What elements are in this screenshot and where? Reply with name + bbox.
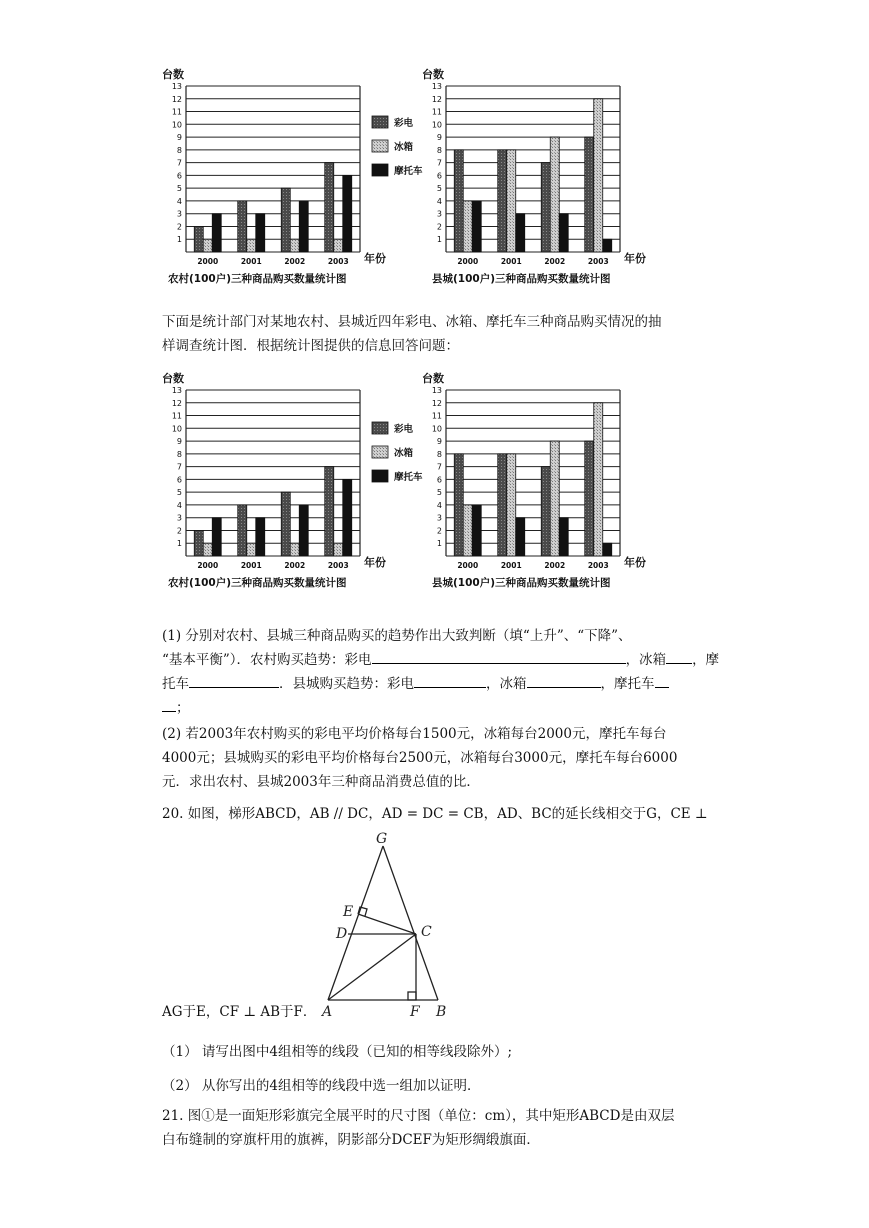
y-tick-label: 3: [176, 513, 182, 523]
bar-冰箱-2003: [594, 99, 603, 252]
bar-摩托车-2002: [299, 505, 308, 556]
problem-20-questions: （1） 请写出图中4组相等的线段（已知的相等线段除外）; （2） 从你写出的4组相等的线段中选一组加以证明．: [162, 1044, 513, 1094]
bar-冰箱-2000: [463, 505, 472, 556]
y-tick-label: 4: [436, 500, 442, 510]
y-tick-label: 1: [436, 235, 442, 245]
bar-彩电-2001: [238, 505, 247, 556]
bar-彩电-2000: [454, 454, 463, 556]
y-tick-label: 10: [431, 120, 442, 130]
x-tick-label: 2001: [240, 257, 262, 266]
x-axis-label: 年份: [364, 556, 386, 569]
label-D: D: [336, 926, 348, 942]
legend-swatch-彩电: [372, 116, 388, 128]
y-tick-label: 7: [436, 462, 442, 472]
bar-彩电-2001: [498, 150, 507, 252]
bar-摩托车-2000: [212, 214, 221, 252]
x-tick-label: 2003: [327, 257, 349, 266]
bar-彩电-2002: [541, 467, 550, 556]
y-tick-label: 2: [176, 222, 182, 232]
y-tick-label: 2: [436, 526, 442, 536]
chart-title: 农村(100户)三种商品购买数量统计图: [168, 577, 347, 589]
y-tick-label: 5: [176, 184, 182, 194]
y-tick-label: 11: [431, 107, 442, 117]
bar-冰箱-2001: [247, 543, 256, 556]
bar-冰箱-2003: [334, 239, 343, 252]
x-axis-label: 年份: [364, 252, 386, 265]
legend-2: [368, 418, 428, 488]
label-A: A: [322, 1004, 333, 1020]
y-axis-label: 台数: [422, 372, 444, 385]
problem-20-text-cont: AG于E，CF ⊥ AB于F．: [162, 1004, 317, 1020]
label-G: G: [376, 831, 388, 847]
x-axis-label: 年份: [624, 252, 646, 265]
question-1: (1) 分别对农村、县城三种商品购买的趋势作出大致判断（填“上升”、“下降”、 “基本平衡”）．农村购买趋势：彩电 ，冰箱 ，摩 托车 ．县城购买趋势：彩电 ，冰箱 ，摩托车 ；: [162, 628, 720, 716]
bar-摩托车-2002: [559, 518, 568, 556]
trapezoid-figure: [318, 828, 458, 1020]
bar-摩托车-2001: [256, 214, 265, 252]
bar-冰箱-2000: [463, 201, 472, 252]
chart-title: 县城(100户)三种商品购买数量统计图: [432, 577, 611, 589]
x-tick-label: 2003: [587, 561, 609, 570]
y-tick-label: 7: [176, 462, 182, 472]
y-tick-label: 13: [171, 82, 182, 91]
bar-摩托车-2000: [472, 505, 481, 556]
legend-swatch-摩托车: [372, 164, 388, 176]
bar-彩电-2003: [585, 137, 594, 252]
x-tick-label: 2002: [544, 561, 566, 570]
y-tick-label: 12: [171, 398, 182, 408]
y-tick-label: 11: [171, 411, 182, 421]
y-tick-label: 13: [431, 386, 442, 395]
x-tick-label: 2000: [197, 257, 219, 266]
x-tick-label: 2002: [284, 257, 306, 266]
chart-title: 县城(100户)三种商品购买数量统计图: [432, 273, 611, 285]
y-tick-label: 5: [176, 488, 182, 498]
y-tick-label: 12: [171, 94, 182, 104]
bar-彩电-2002: [541, 163, 550, 252]
y-tick-label: 11: [171, 107, 182, 117]
y-axis-label: 台数: [162, 68, 184, 81]
chart-title: 农村(100户)三种商品购买数量统计图: [168, 273, 347, 285]
x-tick-label: 2001: [500, 561, 522, 570]
y-tick-label: 3: [176, 209, 182, 219]
y-axis-label: 台数: [422, 68, 444, 81]
blank-county-moto-cont[interactable]: [162, 696, 176, 712]
y-tick-label: 6: [176, 475, 182, 485]
legend-label: 彩电: [394, 118, 414, 129]
y-tick-label: 3: [436, 209, 442, 219]
x-tick-label: 2003: [587, 257, 609, 266]
blank-rural-moto[interactable]: [189, 672, 279, 688]
legend-label: 摩托车: [394, 166, 423, 177]
y-tick-label: 13: [171, 386, 182, 395]
bar-摩托车-2003: [343, 479, 352, 556]
legend-swatch-冰箱: [372, 446, 388, 458]
y-tick-label: 4: [176, 196, 182, 206]
bar-摩托车-2003: [343, 175, 352, 252]
blank-rural-tv[interactable]: [372, 648, 626, 664]
y-tick-label: 10: [431, 424, 442, 434]
y-tick-label: 1: [176, 539, 182, 549]
bar-摩托车-2001: [516, 518, 525, 556]
bar-摩托车-2001: [516, 214, 525, 252]
y-tick-label: 8: [436, 449, 442, 459]
bar-摩托车-2003: [603, 543, 612, 556]
question-2: (2) 若2003年农村购买的彩电平均价格每台1500元，冰箱每台2000元，摩托车每台 4000元；县城购买的彩电平均价格每台2500元，冰箱每台3000元，摩托车每台6000 元．求出农村、县城2003年三种商品消费总值的比．: [162, 726, 678, 790]
y-tick-label: 10: [171, 424, 182, 434]
y-tick-label: 9: [176, 437, 182, 447]
y-tick-label: 12: [431, 94, 442, 104]
y-tick-label: 9: [436, 133, 442, 143]
y-tick-label: 5: [436, 488, 442, 498]
y-tick-label: 5: [436, 184, 442, 194]
y-axis-label: 台数: [162, 372, 184, 385]
label-F: F: [410, 1004, 420, 1020]
problem-21-text: 21. 图①是一面矩形彩旗完全展平时的尺寸图（单位：cm），其中矩形ABCD是由双层 白布缝制的穿旗杆用的旗裤，阴影部分DCEF为矩形绸缎旗面．: [162, 1108, 675, 1148]
legend-swatch-摩托车: [372, 470, 388, 482]
legend-label: 冰箱: [394, 448, 414, 459]
y-tick-label: 13: [431, 82, 442, 91]
bar-冰箱-2002: [290, 239, 299, 252]
y-tick-label: 1: [436, 539, 442, 549]
x-tick-label: 2001: [240, 561, 262, 570]
intro-text: 下面是统计部门对某地农村、县城近四年彩电、冰箱、摩托车三种商品购买情况的抽 样调查统计图．根据统计图提供的信息回答问题：: [162, 314, 662, 354]
y-tick-label: 9: [436, 437, 442, 447]
bar-冰箱-2000: [203, 543, 212, 556]
bar-彩电-2000: [194, 530, 203, 556]
problem-20-text: 20. 如图，梯形ABCD，AB // DC，AD = DC = CB，AD、BC的延长线相交于G，CE ⊥: [162, 806, 708, 822]
y-tick-label: 8: [436, 145, 442, 155]
x-tick-label: 2000: [457, 257, 479, 266]
blank-county-tv[interactable]: [414, 672, 486, 688]
y-tick-label: 7: [436, 158, 442, 168]
x-axis-label: 年份: [624, 556, 646, 569]
bar-冰箱-2003: [334, 543, 343, 556]
blank-rural-fridge[interactable]: [666, 648, 692, 664]
bar-彩电-2000: [454, 150, 463, 252]
y-tick-label: 6: [436, 475, 442, 485]
x-tick-label: 2000: [457, 561, 479, 570]
y-tick-label: 2: [436, 222, 442, 232]
legend-swatch-彩电: [372, 422, 388, 434]
y-tick-label: 8: [176, 145, 182, 155]
legend-label: 彩电: [394, 424, 414, 435]
y-tick-label: 1: [176, 235, 182, 245]
y-tick-label: 6: [436, 171, 442, 181]
bar-彩电-2003: [325, 467, 334, 556]
legend-1: [368, 112, 428, 182]
bar-摩托车-2001: [256, 518, 265, 556]
blank-county-fridge[interactable]: [527, 672, 601, 688]
bar-彩电-2000: [194, 226, 203, 252]
bar-冰箱-2002: [550, 441, 559, 556]
blank-county-moto[interactable]: [655, 672, 669, 688]
bar-冰箱-2002: [550, 137, 559, 252]
label-E: E: [343, 904, 354, 920]
x-tick-label: 2002: [284, 561, 306, 570]
bar-摩托车-2002: [299, 201, 308, 252]
y-tick-label: 4: [436, 196, 442, 206]
y-tick-label: 9: [176, 133, 182, 143]
x-tick-label: 2003: [327, 561, 349, 570]
x-tick-label: 2000: [197, 561, 219, 570]
bar-彩电-2003: [325, 163, 334, 252]
y-tick-label: 7: [176, 158, 182, 168]
bar-彩电-2002: [281, 188, 290, 252]
y-tick-label: 6: [176, 171, 182, 181]
label-C: C: [421, 924, 432, 940]
y-tick-label: 12: [431, 398, 442, 408]
bar-冰箱-2001: [247, 239, 256, 252]
x-tick-label: 2001: [500, 257, 522, 266]
bar-摩托车-2000: [472, 201, 481, 252]
bar-彩电-2002: [281, 492, 290, 556]
bar-彩电-2001: [498, 454, 507, 556]
label-B: B: [436, 1004, 447, 1020]
y-tick-label: 4: [176, 500, 182, 510]
bar-彩电-2001: [238, 201, 247, 252]
bar-冰箱-2001: [507, 150, 516, 252]
bar-冰箱-2003: [594, 403, 603, 556]
bar-摩托车-2002: [559, 214, 568, 252]
bar-冰箱-2002: [290, 543, 299, 556]
x-tick-label: 2002: [544, 257, 566, 266]
bar-摩托车-2000: [212, 518, 221, 556]
y-tick-label: 8: [176, 449, 182, 459]
bar-摩托车-2003: [603, 239, 612, 252]
y-tick-label: 3: [436, 513, 442, 523]
chart-county-2: [420, 370, 646, 598]
legend-label: 冰箱: [394, 142, 414, 153]
y-tick-label: 10: [171, 120, 182, 130]
chart-county-1: [420, 66, 646, 294]
bar-冰箱-2000: [203, 239, 212, 252]
legend-label: 摩托车: [394, 472, 423, 483]
y-tick-label: 2: [176, 526, 182, 536]
y-tick-label: 11: [431, 411, 442, 421]
bar-冰箱-2001: [507, 454, 516, 556]
bar-彩电-2003: [585, 441, 594, 556]
legend-swatch-冰箱: [372, 140, 388, 152]
